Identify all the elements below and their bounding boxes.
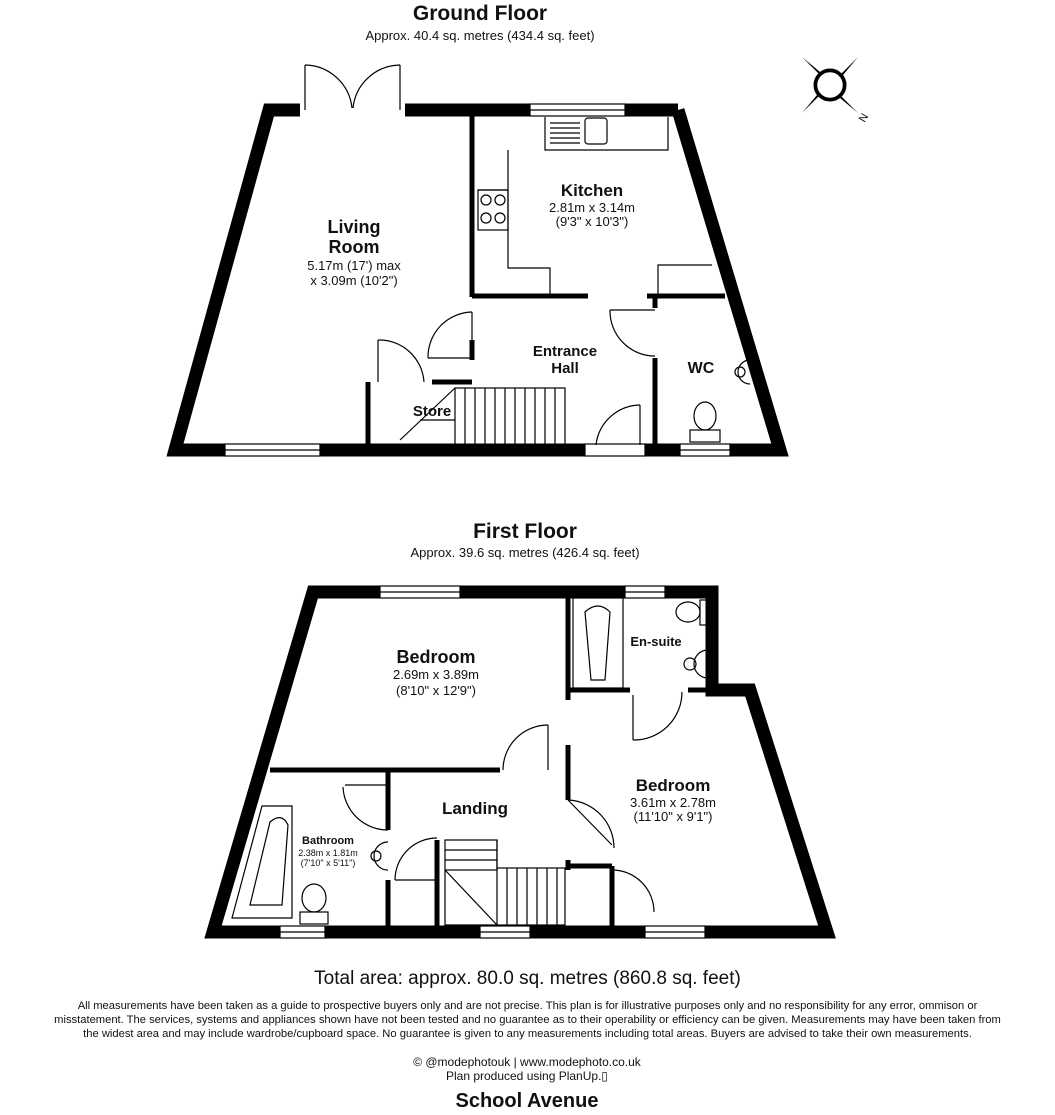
living-room-name-1: Living bbox=[327, 217, 381, 237]
living-room-dim-1: 5.17m (17') max bbox=[307, 258, 401, 273]
first-floor-area: Approx. 39.6 sq. metres (426.4 sq. feet) bbox=[410, 545, 640, 560]
living-room-name-2: Room bbox=[328, 237, 380, 257]
ground-floor-area: Approx. 40.4 sq. metres (434.4 sq. feet) bbox=[365, 28, 595, 43]
ensuite-name: En-suite bbox=[630, 634, 682, 649]
bathroom-dim-2: (7'10" x 5'11") bbox=[300, 858, 356, 868]
compass-label: N bbox=[856, 111, 872, 125]
bedroom-1-dim-2: (8'10" x 12'9") bbox=[396, 683, 476, 698]
store-name: Store bbox=[412, 403, 452, 420]
ground-floor-walls bbox=[175, 110, 780, 450]
bedroom-1-name: Bedroom bbox=[396, 647, 476, 667]
property-address: School Avenue bbox=[455, 1090, 599, 1112]
bedroom-2-dim-1: 3.61m x 2.78m bbox=[630, 795, 716, 810]
ground-floor-title: Ground Floor bbox=[412, 2, 548, 25]
compass-icon bbox=[802, 57, 858, 113]
living-room-dim-2: x 3.09m (10'2") bbox=[310, 273, 398, 288]
bedroom-2-name: Bedroom bbox=[635, 776, 711, 795]
bathroom-name: Bathroom bbox=[302, 835, 354, 847]
kitchen-dim-2: (9'3" x 10'3") bbox=[555, 214, 629, 229]
credit-line-1: © @modephotouk | www.modephoto.co.uk bbox=[413, 1055, 641, 1069]
disclaimer-line-3: the widest area and may include wardrobe/cupboard space. No guarantee is given to any measurements including total areas. Buyers are advised to take their own measurements. bbox=[83, 1028, 972, 1040]
landing-name: Landing bbox=[441, 799, 509, 818]
disclaimer-line-1: All measurements have been taken as a guide to prospective buyers only and are not precise. This plan is for illustrative purposes only and no responsibility for any error, ommison or bbox=[77, 1000, 978, 1012]
first-floor-walls bbox=[213, 592, 827, 932]
total-area: Total area: approx. 80.0 sq. metres (860.8 sq. feet) bbox=[314, 968, 741, 989]
kitchen-dim-1: 2.81m x 3.14m bbox=[549, 200, 635, 215]
entrance-hall-name-1: Entrance bbox=[532, 343, 598, 360]
bathroom-dim-1: 2.38m x 1.81m bbox=[298, 848, 358, 858]
credit-line-2: Plan produced using PlanUp.▯ bbox=[445, 1069, 609, 1083]
disclaimer-line-2: misstatement. The services, systems and appliances shown have not been tested and no guarantee as to their operability or efficiency can be given. Measurements may have been taken from bbox=[54, 1014, 1001, 1026]
entrance-hall-name-2: Hall bbox=[551, 360, 579, 377]
bedroom-1-dim-1: 2.69m x 3.89m bbox=[393, 667, 479, 682]
first-floor-title: First Floor bbox=[473, 520, 577, 543]
kitchen-name: Kitchen bbox=[560, 181, 624, 200]
wc-name: WC bbox=[687, 360, 715, 377]
bedroom-2-dim-2: (11'10" x 9'1") bbox=[633, 809, 713, 824]
